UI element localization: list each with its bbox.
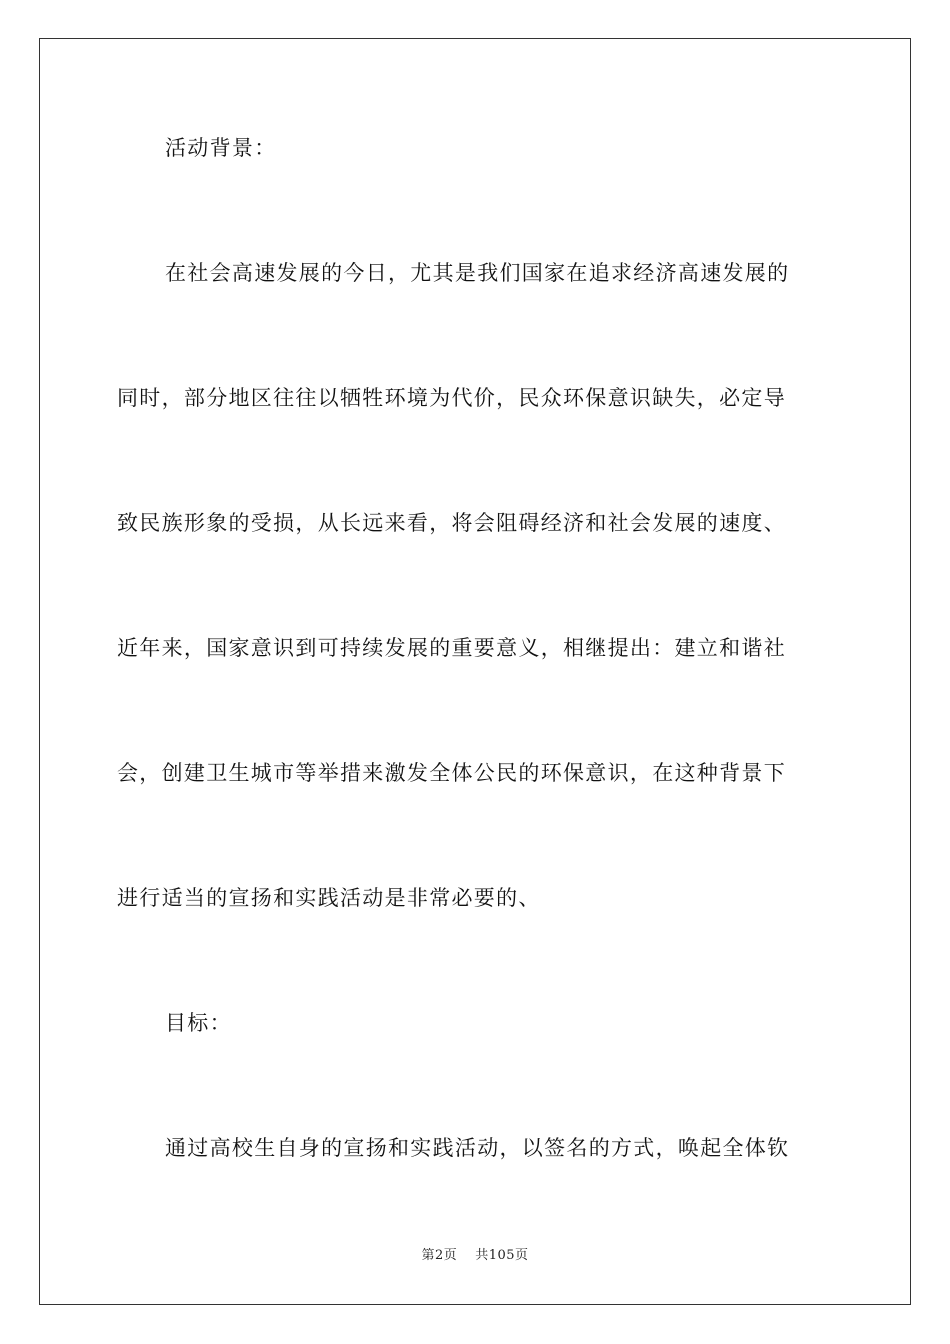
heading-activity-background: 活动背景： xyxy=(165,136,277,160)
paragraph-line: 在社会高速发展的今日，尤其是我们国家在追求经济高速发展的 xyxy=(165,261,790,285)
heading-goal: 目标： xyxy=(165,1011,232,1035)
paragraph-line: 同时，部分地区往往以牺牲环境为代价，民众环保意识缺失，必定导 xyxy=(117,386,786,410)
page-border xyxy=(39,38,911,1305)
paragraph-line: 进行适当的宣扬和实践活动是非常必要的、 xyxy=(117,886,541,910)
paragraph-line: 会，创建卫生城市等举措来激发全体公民的环保意识，在这种背景下 xyxy=(117,761,786,785)
paragraph-line: 近年来，国家意识到可持续发展的重要意义，相继提出：建立和谐社 xyxy=(117,636,786,660)
paragraph-line: 通过高校生自身的宣扬和实践活动，以签名的方式，唤起全体钦 xyxy=(165,1136,790,1160)
page-total: 共105页 xyxy=(475,1248,529,1263)
page-footer xyxy=(0,1247,950,1265)
paragraph-line: 致民族形象的受损，从长远来看，将会阻碍经济和社会发展的速度、 xyxy=(117,511,786,535)
page-number: 第2页 xyxy=(421,1248,458,1263)
